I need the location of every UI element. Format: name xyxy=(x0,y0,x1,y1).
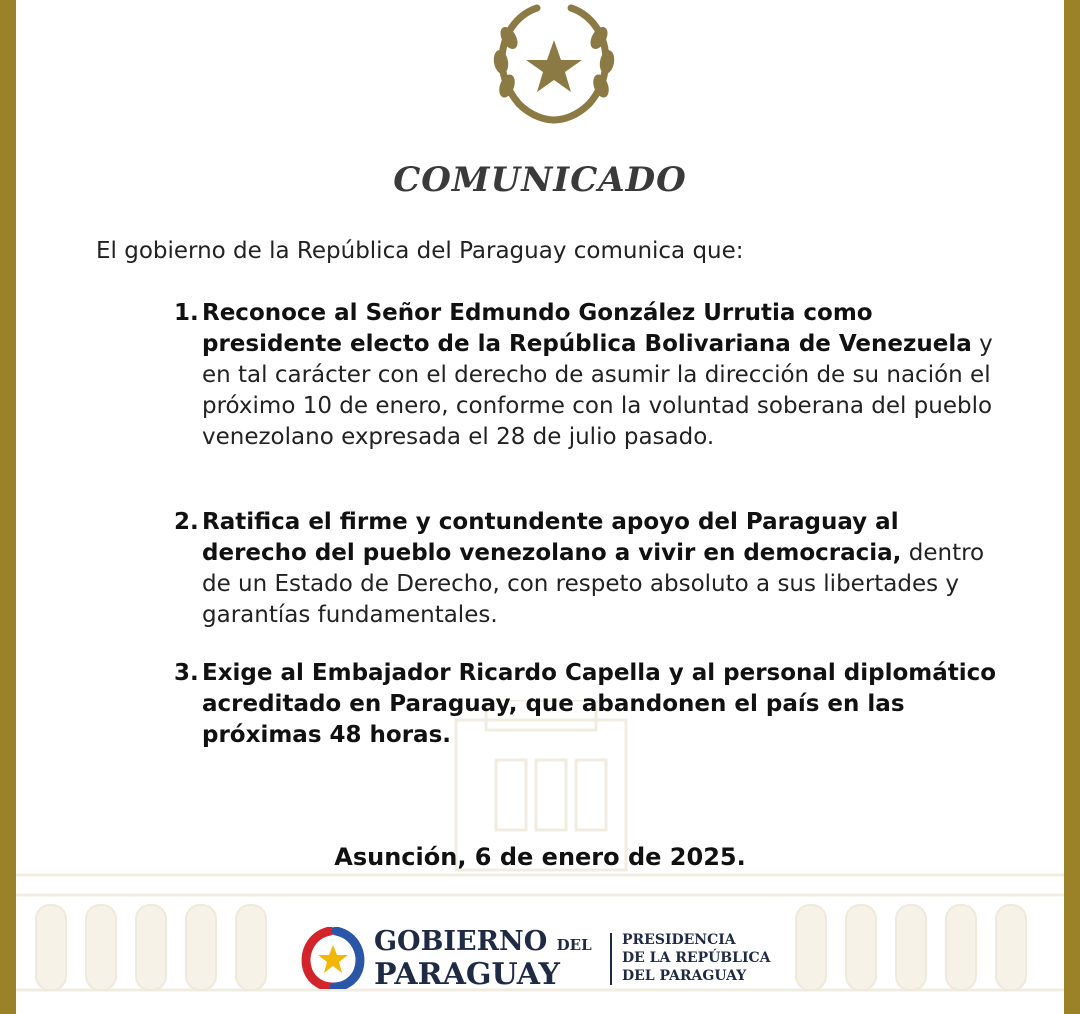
del-text: DEL xyxy=(556,936,592,954)
gobierno-del-paraguay-wordmark xyxy=(374,927,592,990)
presidencia-line: PRESIDENCIA xyxy=(622,932,736,948)
list-item-bold-text: Exige al Embajador Ricardo Capella y al personal diplomático acreditado en Paraguay, que abandonen el país en las próximas 48 horas. xyxy=(202,660,997,748)
list-item-number: 2. xyxy=(174,509,199,535)
list-item-number: 1. xyxy=(174,300,199,326)
document-date: Asunción, 6 de enero de 2025. xyxy=(334,843,746,871)
list-item-number: 3. xyxy=(174,660,199,686)
government-logo-icon xyxy=(300,927,366,989)
footer-divider xyxy=(610,933,612,985)
paraguay-text: PARAGUAY xyxy=(374,957,560,992)
list-item-bold-text: Ratifica el firme y contundente apoyo del Paraguay al derecho del pueblo venezolano a vivir en democracia, xyxy=(202,509,902,566)
presidencia-wordmark xyxy=(622,931,771,985)
document-title: COMUNICADO xyxy=(393,160,687,200)
footer-logos xyxy=(300,925,820,995)
gobierno-text: GOBIERNO xyxy=(374,926,548,957)
list-item-bold-text: Reconoce al Señor Edmundo González Urrutia como presidente electo de la República Bolivariana de Venezuela xyxy=(202,300,972,357)
list-item-2 xyxy=(174,507,1004,631)
intro-text: El gobierno de la República del Paraguay comunica que: xyxy=(96,238,744,264)
list-item-1 xyxy=(174,298,1004,453)
list-item-3 xyxy=(174,658,1004,751)
presidencia-line: DE LA REPÚBLICA xyxy=(622,950,771,966)
list-item-text: dentro de un Estado de Derecho, con respeto absoluto a sus libertades y garantías fundamentales. xyxy=(202,540,985,628)
wreath-star-emblem-icon xyxy=(479,0,629,130)
list-item-text: y en tal carácter con el derecho de asumir la dirección de su nación el próximo 10 de enero, conforme con la voluntad soberana del pueblo venezolano expresada el 28 de julio pasado. xyxy=(202,331,993,450)
presidencia-line: DEL PARAGUAY xyxy=(622,968,747,984)
